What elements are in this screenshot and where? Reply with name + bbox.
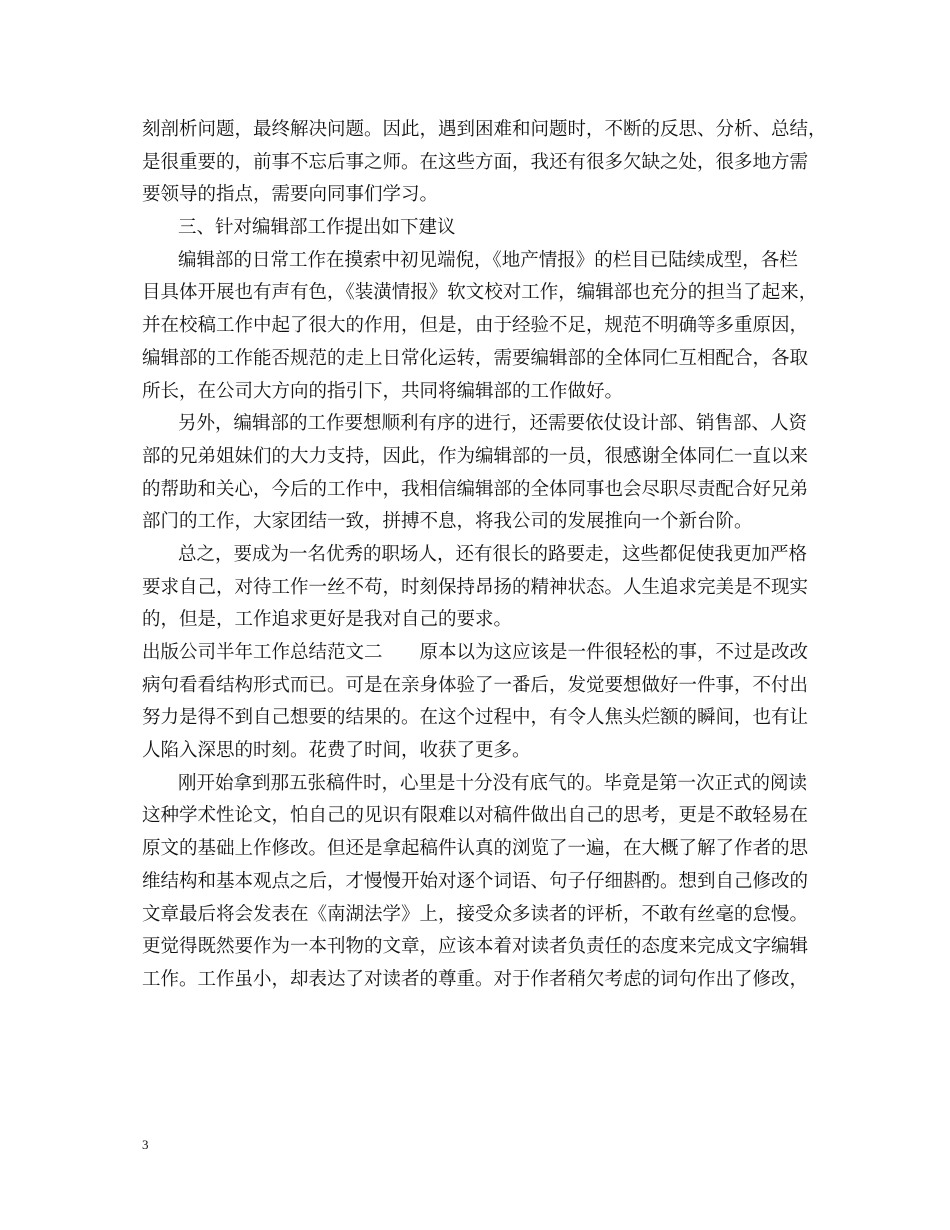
text-line: 的，但是，工作追求更好是我对自己的要求。 bbox=[142, 609, 513, 631]
text-line: 人陷入深思的时刻。花费了时间，收获了更多。 bbox=[142, 740, 531, 762]
text-line: 并在校稿工作中起了很大的作用，但是，由于经验不足，规范不明确等多重原因， bbox=[142, 315, 809, 337]
text-line: 另外，编辑部的工作要想顺利有序的进行，还需要依仗设计部、销售部、人资 bbox=[178, 413, 808, 435]
text-line: 这种学术性论文，怕自己的见识有限难以对稿件做出自己的思考，更是不敢轻易在 bbox=[142, 805, 809, 827]
text-line: 努力是得不到自己想要的结果的。在这个过程中，有令人焦头烂额的瞬间，也有让 bbox=[142, 707, 809, 729]
text-line: 文章最后将会发表在《南湖法学》上，接受众多读者的评析，不敢有丝毫的怠慢。 bbox=[142, 903, 809, 925]
text-line: 维结构和基本观点之后，才慢慢开始对逐个词语、句子仔细斟酌。想到自己修改的 bbox=[142, 870, 809, 892]
text-line: 部的兄弟姐妹们的大力支持，因此，作为编辑部的一员，很感谢全体同仁一直以来 bbox=[142, 445, 809, 467]
text-line: 更觉得既然要作为一本刊物的文章，应该本着对读者负责任的态度来完成文字编辑 bbox=[142, 936, 809, 958]
text-line: 所长，在公司大方向的指引下，共同将编辑部的工作做好。 bbox=[142, 380, 624, 402]
text-line: 是很重要的，前事不忘后事之师。在这些方面，我还有很多欠缺之处，很多地方需 bbox=[142, 151, 809, 173]
document-body bbox=[142, 114, 832, 997]
text-line: 目具体开展也有声有色，《装潢情报》软文校对工作，编辑部也充分的担当了起来， bbox=[142, 282, 818, 304]
page-number: 3 bbox=[142, 1137, 149, 1152]
text-line: 总之，要成为一名优秀的职场人，还有很长的路要走，这些都促使我更加严格 bbox=[178, 543, 808, 565]
text-line: 刻剖析问题，最终解决问题。因此，遇到困难和问题时，不断的反思、分析、总结， bbox=[142, 119, 827, 140]
text-line: 病句看看结构形式而已。可是在亲身体验了一番后，发觉要想做好一件事，不付出 bbox=[142, 674, 809, 696]
text-line: 编辑部的日常工作在摸索中初见端倪，《地产情报》的栏目已陆续成型，各栏 bbox=[178, 249, 798, 271]
text-line: 要领导的指点，需要向同事们学习。 bbox=[142, 184, 439, 206]
text-line: 原文的基础上作修改。但还是拿起稿件认真的浏览了一遍，在大概了解了作者的思 bbox=[142, 838, 809, 860]
text-line: 部门的工作，大家团结一致，拼搏不息，将我公司的发展推向一个新台阶。 bbox=[142, 511, 753, 533]
text-line: 工作。工作虽小，却表达了对读者的尊重。对于作者稍欠考虑的词句作出了修改， bbox=[142, 968, 809, 990]
text-line: 出版公司半年工作总结范文二 原本以为这应该是一件很轻松的事，不过是改改 bbox=[142, 642, 809, 663]
text-line: 要求自己，对待工作一丝不苟，时刻保持昂扬的精神状态。人生追求完美是不现实 bbox=[142, 576, 809, 598]
text-line: 编辑部的工作能否规范的走上日常化运转，需要编辑部的全体同仁互相配合，各取 bbox=[142, 347, 809, 369]
text-line: 刚开始拿到那五张稿件时，心里是十分没有底气的。毕竟是第一次正式的阅读 bbox=[178, 772, 808, 794]
text-line: 的帮助和关心，今后的工作中，我相信编辑部的全体同事也会尽职尽责配合好兄弟 bbox=[142, 478, 809, 500]
section-heading: 三、针对编辑部工作提出如下建议 bbox=[178, 217, 456, 239]
